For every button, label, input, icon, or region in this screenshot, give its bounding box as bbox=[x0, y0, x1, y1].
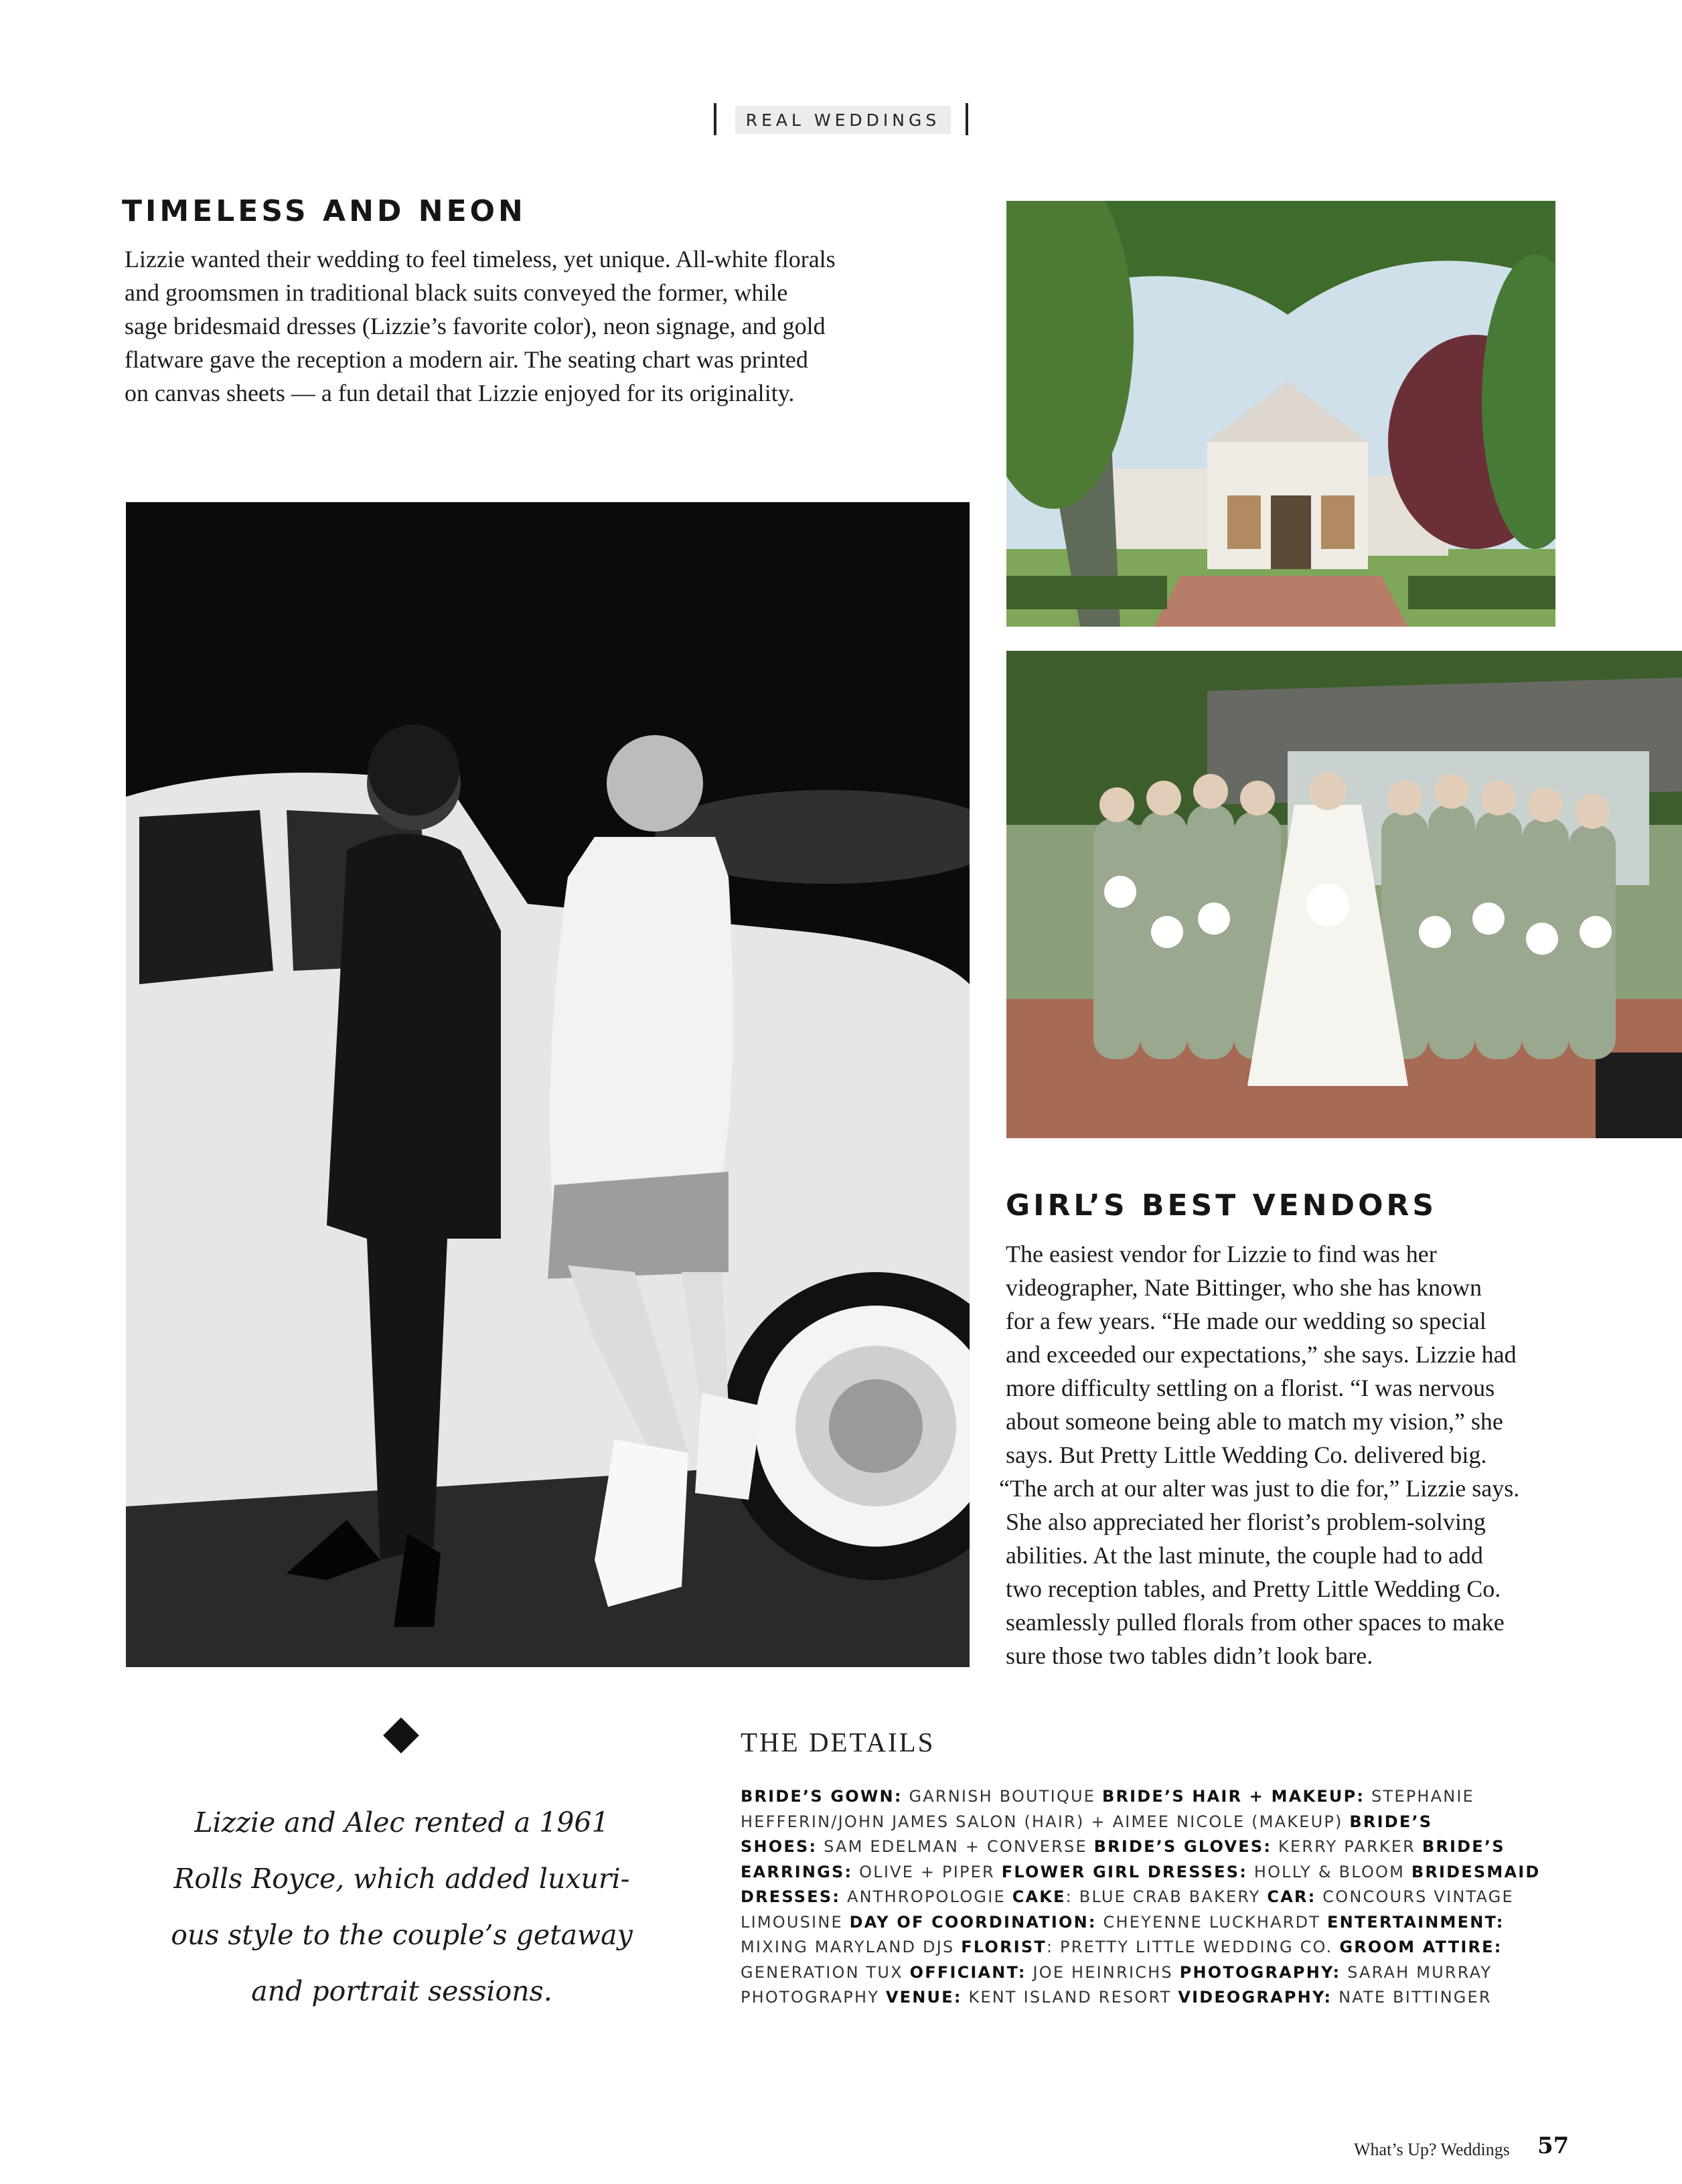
details-label: CAKE bbox=[1012, 1887, 1066, 1906]
details-value: PHOTOGRAPHY bbox=[741, 1988, 886, 2007]
details-label: VENUE: bbox=[885, 1988, 962, 2007]
body-line: The easiest vendor for Lizzie to find was her bbox=[1006, 1241, 1437, 1267]
details-value: GARNISH BOUTIQUE bbox=[902, 1787, 1102, 1806]
caption-line: and portrait sessions. bbox=[251, 1975, 552, 2007]
caption-line: ous style to the couple’s getaway bbox=[171, 1919, 633, 1951]
body-line: for a few years. “He made our wedding so special bbox=[1006, 1308, 1486, 1334]
details-line bbox=[741, 1810, 1564, 1835]
details-value: SAM EDELMAN + CONVERSE bbox=[817, 1837, 1094, 1856]
details-value: MIXING MARYLAND DJS bbox=[741, 1938, 962, 1956]
caption-line: Rolls Royce, which added luxuri- bbox=[173, 1863, 630, 1895]
tag-divider-right bbox=[966, 103, 968, 135]
details-line bbox=[741, 1935, 1564, 1960]
body-line: and exceeded our expectations,” she says. Lizzie had bbox=[1006, 1341, 1517, 1368]
tag-divider-left bbox=[714, 103, 716, 135]
details-line bbox=[741, 1910, 1564, 1936]
diamond-ornament-icon bbox=[383, 1717, 419, 1753]
details-line bbox=[741, 1835, 1564, 1860]
body-line: sure those two tables didn’t look bare. bbox=[1006, 1642, 1373, 1669]
details-label: DAY OF COORDINATION: bbox=[849, 1912, 1097, 1932]
details-value: NATE BITTINGER bbox=[1332, 1988, 1492, 2007]
details-value: JOE HEINRICHS bbox=[1026, 1962, 1180, 1982]
details-label: OFFICIANT: bbox=[909, 1962, 1026, 1982]
section-body-vendors bbox=[999, 1237, 1520, 1672]
details-label: VIDEOGRAPHY: bbox=[1178, 1988, 1332, 2007]
couple-car-photo bbox=[126, 502, 970, 1667]
details-list bbox=[741, 1784, 1564, 2011]
section-heading-vendors: GIRL’S BEST VENDORS bbox=[1006, 1188, 1438, 1223]
details-value: OLIVE + PIPER bbox=[852, 1862, 1002, 1881]
details-value: SARAH MURRAY bbox=[1341, 1962, 1493, 1982]
details-line bbox=[741, 1784, 1564, 1810]
details-value: : BLUE CRAB BAKERY bbox=[1065, 1887, 1268, 1906]
body-line: Lizzie wanted their wedding to feel timeless, yet unique. All-white florals bbox=[125, 246, 836, 272]
page-number: 57 bbox=[1537, 2132, 1570, 2159]
body-line: “The arch at our alter was just to die for,” Lizzie says. bbox=[999, 1475, 1520, 1502]
details-value: HEFFERIN/JOHN JAMES SALON (HAIR) + AIMEE NICOLE (MAKEUP) bbox=[741, 1812, 1350, 1831]
details-line bbox=[741, 1960, 1564, 1986]
body-line: more difficulty settling on a florist. “I was nervous bbox=[1006, 1375, 1495, 1401]
details-value: STEPHANIE bbox=[1365, 1787, 1475, 1806]
details-label: BRIDESMAID bbox=[1411, 1862, 1541, 1881]
caption-line: Lizzie and Alec rented a 1961 bbox=[194, 1806, 609, 1839]
body-line: seamlessly pulled florals from other spaces to make bbox=[1006, 1609, 1505, 1636]
body-line: abilities. At the last minute, the couple had to add bbox=[1006, 1542, 1483, 1569]
details-title: THE DETAILS bbox=[741, 1727, 935, 1758]
details-line bbox=[741, 1985, 1564, 2011]
publication-name: What’s Up? Weddings bbox=[1354, 2140, 1510, 2159]
details-label: BRIDE’S bbox=[1349, 1812, 1433, 1831]
body-line: says. But Pretty Little Wedding Co. delivered big. bbox=[1006, 1441, 1487, 1468]
details-value: LIMOUSINE bbox=[741, 1912, 850, 1932]
body-line: on canvas sheets — a fun detail that Lizzie enjoyed for its originality. bbox=[125, 380, 795, 406]
details-value: ANTHROPOLOGIE bbox=[840, 1887, 1012, 1906]
details-label: BRIDE’S bbox=[1422, 1837, 1505, 1856]
details-value: : PRETTY LITTLE WEDDING CO. bbox=[1046, 1938, 1340, 1956]
body-line: about someone being able to match my vision,” she bbox=[1006, 1408, 1503, 1435]
photo-caption bbox=[154, 1794, 649, 2019]
section-body-timeless bbox=[125, 242, 836, 410]
details-label: ENTERTAINMENT: bbox=[1326, 1912, 1505, 1932]
details-value: CONCOURS VINTAGE bbox=[1316, 1887, 1514, 1906]
details-line bbox=[741, 1860, 1564, 1885]
details-label: BRIDE’S HAIR + MAKEUP: bbox=[1102, 1787, 1365, 1806]
body-line: videographer, Nate Bittinger, who she has known bbox=[1006, 1274, 1482, 1301]
details-line bbox=[741, 1885, 1564, 1910]
body-line: sage bridesmaid dresses (Lizzie’s favorite color), neon signage, and gold bbox=[125, 313, 826, 339]
details-label: FLORIST bbox=[961, 1938, 1047, 1956]
details-value: GENERATION TUX bbox=[741, 1962, 910, 1982]
section-heading-timeless: TIMELESS AND NEON bbox=[122, 194, 526, 228]
details-label: EARRINGS: bbox=[741, 1862, 853, 1881]
details-label: PHOTOGRAPHY: bbox=[1179, 1962, 1341, 1982]
details-label: FLOWER GIRL DRESSES: bbox=[1001, 1862, 1248, 1881]
venue-barn-photo bbox=[1006, 201, 1555, 627]
details-label: GROOM ATTIRE: bbox=[1339, 1938, 1503, 1956]
details-label: CAR: bbox=[1267, 1887, 1316, 1906]
body-line: and groomsmen in traditional black suits conveyed the former, while bbox=[125, 279, 788, 306]
body-line: She also appreciated her florist’s problem-solving bbox=[1006, 1508, 1486, 1535]
bridal-party-photo bbox=[1006, 651, 1682, 1138]
details-value: CHEYENNE LUCKHARDT bbox=[1096, 1912, 1327, 1932]
details-label: BRIDE’S GOWN: bbox=[741, 1787, 903, 1806]
details-label: DRESSES: bbox=[741, 1887, 841, 1906]
body-line: two reception tables, and Pretty Little Wedding Co. bbox=[1006, 1575, 1501, 1602]
details-value: KERRY PARKER bbox=[1272, 1837, 1422, 1856]
body-line: flatware gave the reception a modern air. The seating chart was printed bbox=[125, 346, 808, 373]
details-label: SHOES: bbox=[741, 1837, 818, 1856]
details-value: KENT ISLAND RESORT bbox=[962, 1988, 1178, 2007]
section-tag: REAL WEDDINGS bbox=[735, 106, 951, 134]
details-value: HOLLY & BLOOM bbox=[1247, 1862, 1411, 1881]
details-label: BRIDE’S GLOVES: bbox=[1093, 1837, 1272, 1856]
